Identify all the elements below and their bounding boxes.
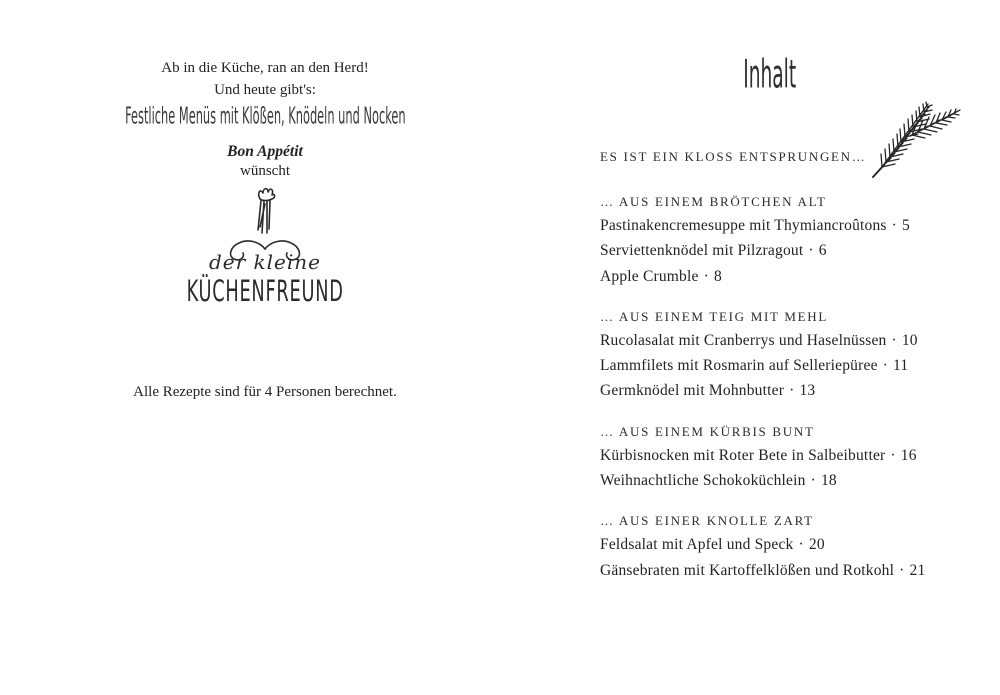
toc-item [600,213,970,238]
toc-section [600,512,970,583]
page-number: 6 [818,242,827,260]
recipe-label: Weihnachtliche Schokoküchlein [600,472,806,490]
bon-appetit-line: Bon Appétit [227,143,303,160]
contents-title-wrap [600,52,940,99]
toc-item [600,238,970,263]
recipe-label: Feldsalat mit Apfel und Speck [600,536,794,554]
wuenscht-line: wünscht [240,163,290,179]
page-separator: · [789,382,795,400]
toc-item [600,264,970,289]
recipe-label: Kürbisnocken mit Roter Bete in Salbeibutter [600,446,886,464]
logo-subtitle: der kleine [208,250,322,274]
serving-note: Alle Rezepte sind für 4 Personen berechnet. [133,384,397,400]
toc-section-heading: … AUS EINEM TEIG MIT MEHL [600,308,828,324]
contents-title: Inhalt [743,52,797,99]
recipe-label: Pastinakencremesuppe mit Thymiancroûtons [600,217,887,234]
page-number: 5 [902,217,910,234]
page-number: 21 [909,561,926,579]
toc-section-heading: … AUS EINEM KÜRBIS BUNT [600,423,815,439]
recipe-label: Rucolasalat mit Cranberrys und Haselnüssen [600,331,887,349]
page-separator: · [810,472,816,490]
recipe-label: Lammfilets mit Rosmarin auf Selleriepüree [600,357,878,375]
recipe-label: Germknödel mit Mohnbutter [600,382,785,400]
page-number: 18 [820,472,837,490]
menu-title-wrap [0,103,530,131]
page-separator: · [891,331,897,349]
page-separator: · [703,267,709,285]
page-number: 11 [893,357,909,375]
recipe-label: Serviettenknödel mit Pilzragout [600,242,804,260]
page-separator: · [899,561,905,579]
toc-section [600,308,970,404]
toc-intro-heading: ES IST EIN KLOSS ENTSPRUNGEN… [600,149,867,164]
page-separator: · [808,242,814,260]
toc-item [600,353,970,378]
logo-title: KÜCHENFREUND [186,274,344,309]
intro-line-1: Ab in die Küche, ran an den Herd! [161,60,369,76]
toc-item [600,532,970,557]
page-separator: · [798,536,804,554]
toc-section-heading: … AUS EINER KNOLLE ZART [600,513,814,529]
menu-title: Festliche Menüs mit Klößen, Knödeln und Nocken [124,103,406,131]
page-number: 16 [900,446,917,464]
page-number: 10 [901,331,918,349]
recipe-label: Gänsebraten mit Kartoffelklößen und Rotkohl [600,561,895,579]
page-number: 8 [713,267,722,285]
page-separator: · [890,446,896,464]
toc-item [600,558,970,583]
page-separator: · [891,217,898,234]
toc-section [600,193,970,289]
toc-item [600,378,970,403]
intro-line-2: Und heute gibt's: [214,82,316,98]
page-separator: · [882,357,889,375]
toc-item [600,468,970,493]
toc-item [600,443,970,468]
toc-item [600,328,970,353]
table-of-contents [600,148,970,583]
toc-section [600,423,970,494]
page-number: 20 [808,536,825,554]
recipe-label: Apple Crumble [600,267,699,285]
page-number: 13 [799,382,816,400]
logo-title-wrap [0,274,530,309]
toc-section-heading: … AUS EINEM BRÖTCHEN ALT [600,194,827,209]
